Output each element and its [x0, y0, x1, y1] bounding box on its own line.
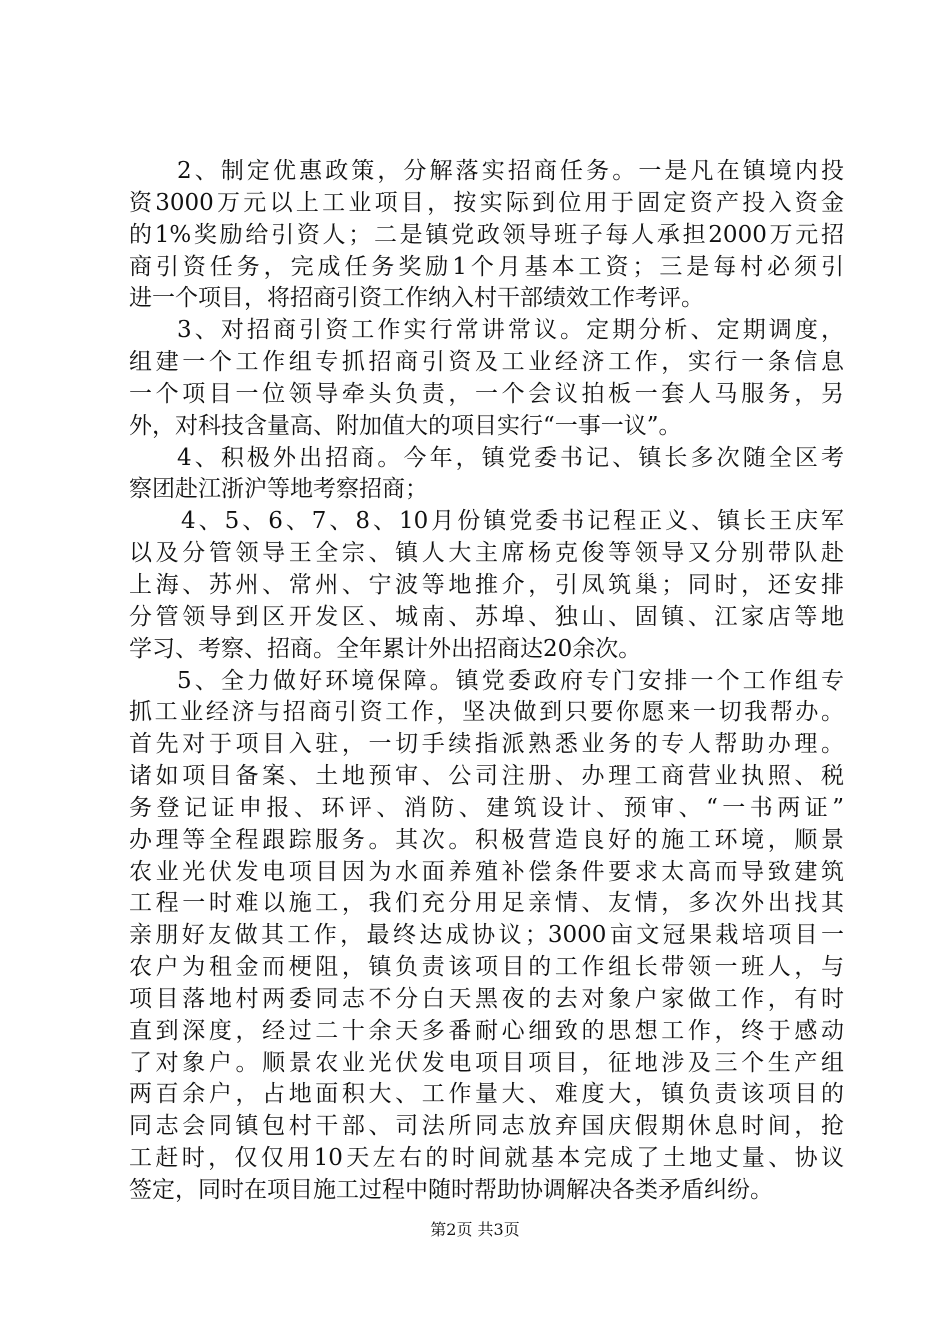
text-line: 进一个项目，将招商引资工作纳入村干部绩效工作考评。	[129, 285, 704, 312]
text-line: 了对象户。顺景农业光伏发电项目项目，征地涉及三个生产组	[129, 1049, 844, 1076]
page-footer: 第2页 共3页	[430, 1220, 520, 1239]
text-line: 5、全力做好环境保障。镇党委政府专门安排一个工作组专	[177, 667, 844, 694]
text-line: 商引资任务，完成任务奖励1个月基本工资；三是每村必须引	[129, 253, 844, 280]
text-line: 项目落地村两委同志不分白天黑夜的去对象户家做工作，有时	[129, 985, 844, 1012]
text-line: 直到深度，经过二十余天多番耐心细致的思想工作，终于感动	[129, 1017, 844, 1044]
text-line: 以及分管领导王全宗、镇人大主席杨克俊等领导又分别带队赴	[129, 540, 844, 567]
text-line: 抓工业经济与招商引资工作，坚决做到只要你愿来一切我帮办。	[129, 699, 844, 726]
text-line: 的1%奖励给引资人；二是镇党政领导班子每人承担2000万元招	[129, 221, 844, 248]
text-line: 学习、考察、招商。全年累计外出招商达20余次。	[129, 635, 642, 662]
text-line: 亲朋好友做其工作，最终达成协议；3000亩文冠果栽培项目一	[129, 922, 844, 949]
text-line: 分管领导到区开发区、城南、苏埠、独山、固镇、江家店等地	[129, 603, 844, 630]
text-line: 工赶时，仅仅用10天左右的时间就基本完成了土地丈量、协议	[129, 1145, 844, 1172]
text-line: 4、5、6、7、8、10月份镇党委书记程正义、镇长王庆军	[181, 508, 844, 535]
text-line: 组建一个工作组专抓招商引资及工业经济工作，实行一条信息	[129, 349, 844, 376]
text-line: 农户为租金而梗阻，镇负责该项目的工作组长带领一班人，与	[129, 954, 844, 981]
text-line: 农业光伏发电项目因为水面养殖补偿条件要求太高而导致建筑	[129, 858, 844, 885]
text-line: 工程一时难以施工，我们充分用足亲情、友情，多次外出找其	[129, 890, 844, 917]
text-line: 务登记证申报、环评、消防、建筑设计、预审、“一书两证”	[129, 794, 844, 821]
text-line: 一个项目一位领导牵头负责，一个会议拍板一套人马服务，另	[129, 380, 844, 407]
text-line: 办理等全程跟踪服务。其次。积极营造良好的施工环境，顺景	[129, 826, 844, 853]
text-line: 诸如项目备案、土地预审、公司注册、办理工商营业执照、税	[129, 763, 844, 790]
text-line: 2、制定优惠政策，分解落实招商任务。一是凡在镇境内投	[177, 158, 844, 184]
text-line: 首先对于项目入驻，一切手续指派熟悉业务的专人帮助办理。	[129, 731, 844, 758]
text-line: 察团赴江浙沪等地考察招商；	[129, 476, 428, 503]
text-line: 签定，同时在项目施工过程中随时帮助协调解决各类矛盾纠纷。	[129, 1177, 773, 1203]
text-line: 同志会同镇包村干部、司法所同志放弃国庆假期休息时间，抢	[129, 1113, 844, 1140]
text-line: 3、对招商引资工作实行常讲常议。定期分析、定期调度，	[177, 317, 844, 344]
text-line: 上海、苏州、常州、宁波等地推介，引凤筑巢；同时，还安排	[129, 571, 844, 598]
text-line: 两百余户，占地面积大、工作量大、难度大，镇负责该项目的	[129, 1081, 844, 1108]
document-body	[129, 156, 844, 1207]
text-line: 4、积极外出招商。今年，镇党委书记、镇长多次随全区考	[177, 444, 844, 471]
text-line: 资3000万元以上工业项目，按实际到位用于固定资产投入资金	[129, 189, 844, 216]
text-line: 外，对科技含量高、附加值大的项目实行“一事一议”。	[129, 412, 682, 439]
